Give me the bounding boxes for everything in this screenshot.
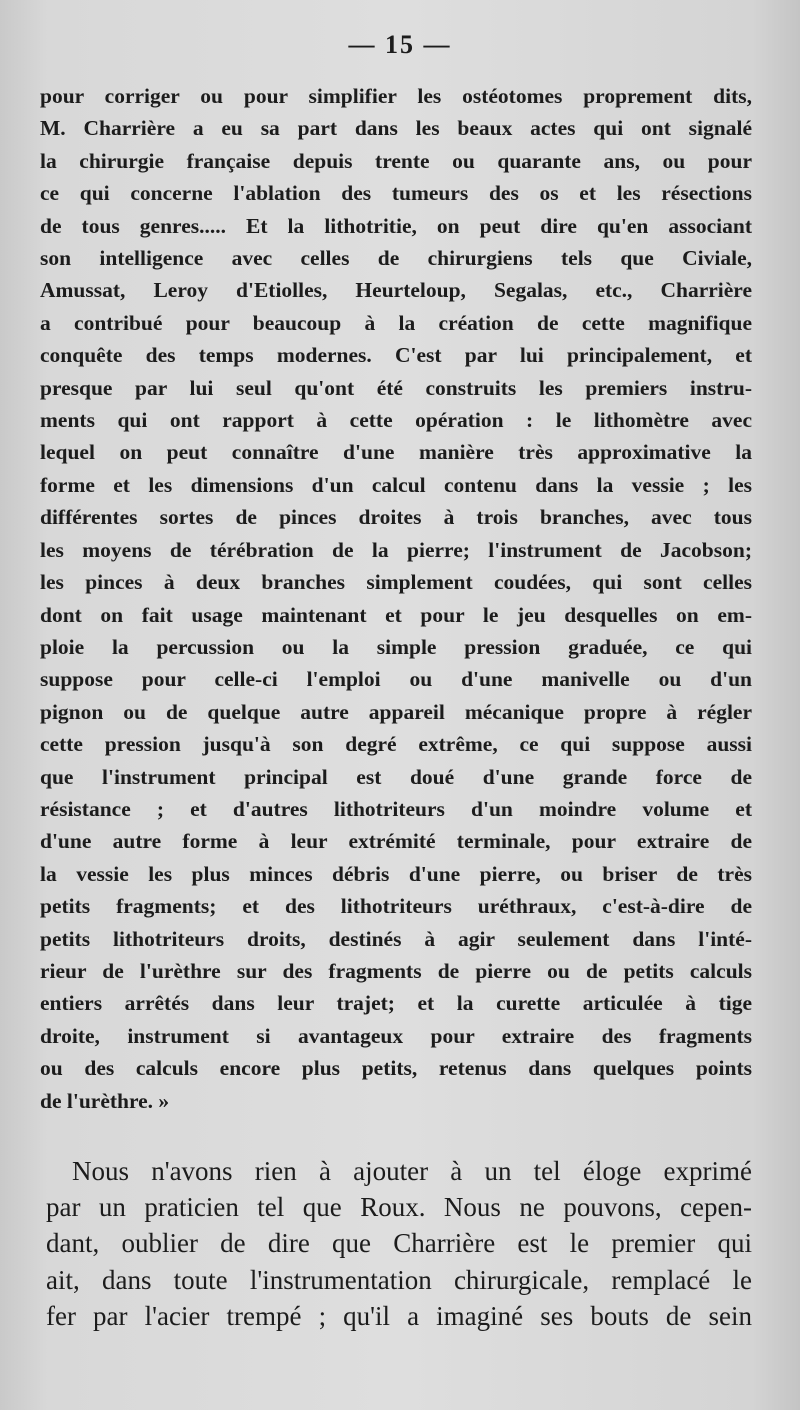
text-line: lequel on peut connaître d'une manière très approximative la (40, 440, 752, 465)
text-line: résistance ; et d'autres lithotriteurs d'un moindre volume et (40, 796, 752, 821)
text-line: ou des calculs encore plus petits, retenus dans quelques points (40, 1056, 752, 1081)
text-line: la chirurgie française depuis trente ou quarante ans, ou pour (40, 148, 752, 173)
text-line: entiers arrêtés dans leur trajet; et la curette articulée à tige (40, 991, 752, 1016)
text-line: la vessie les plus minces débris d'une pierre, ou briser de très (40, 861, 752, 886)
quoted-passage (40, 80, 752, 1117)
body-paragraph (46, 1153, 752, 1334)
text-line: petits fragments; et des lithotriteurs uréthraux, c'est-à-dire de (40, 894, 752, 919)
text-line: Nous n'avons rien à ajouter à un tel éloge exprimé (72, 1156, 752, 1186)
text-line: suppose pour celle-ci l'emploi ou d'une manivelle ou d'un (40, 667, 752, 692)
text-line: rieur de l'urèthre sur des fragments de pierre ou de petits calculs (40, 958, 752, 983)
text-line: de tous genres..... Et la lithotritie, on peut dire qu'en associant (40, 213, 752, 238)
text-line: forme et les dimensions d'un calcul contenu dans la vessie ; les (40, 472, 752, 497)
text-line: fer par l'acier trempé ; qu'il a imaginé ses bouts de sein (46, 1300, 752, 1331)
text-line: ploie la percussion ou la simple pression graduée, ce qui (40, 634, 752, 659)
text-line: presque par lui seul qu'ont été construits les premiers instru- (40, 375, 752, 400)
text-line: M. Charrière a eu sa part dans les beaux actes qui ont signalé (40, 116, 752, 141)
text-line: de l'urèthre. » (40, 1088, 170, 1113)
text-line: son intelligence avec celles de chirurgiens tels que Civiale, (40, 246, 752, 271)
text-line: les pinces à deux branches simplement coudées, qui sont celles (40, 570, 752, 595)
text-line: pignon ou de quelque autre appareil mécanique propre à régler (40, 699, 752, 724)
text-line: les moyens de térébration de la pierre; l'instrument de Jacobson; (40, 537, 752, 562)
text-line: pour corriger ou pour simplifier les ostéotomes proprement dits, (40, 84, 752, 108)
text-line: petits lithotriteurs droits, destinés à agir seulement dans l'inté- (40, 926, 752, 951)
text-line: que l'instrument principal est doué d'une grande force de (40, 764, 752, 789)
text-line: ce qui concerne l'ablation des tumeurs des os et les résections (40, 181, 752, 206)
text-line: ait, dans toute l'instrumentation chirurgicale, remplacé le (46, 1264, 752, 1295)
text-line: a contribué pour beaucoup à la création de cette magnifique (40, 310, 752, 335)
text-line: dant, oublier de dire que Charrière est le premier qui (46, 1228, 752, 1259)
text-line: par un praticien tel que Roux. Nous ne pouvons, cepen- (46, 1192, 752, 1223)
text-line: ments qui ont rapport à cette opération : le lithomètre avec (40, 408, 752, 433)
text-line: Amussat, Leroy d'Etiolles, Heurteloup, Segalas, etc., Charrière (40, 278, 752, 303)
text-line: d'une autre forme à leur extrémité terminale, pour extraire de (40, 829, 752, 854)
text-line: droite, instrument si avantageux pour extraire des fragments (40, 1023, 752, 1048)
page-number: — 15 — (348, 30, 452, 59)
text-line: différentes sortes de pinces droites à trois branches, avec tous (40, 505, 752, 530)
text-line: conquête des temps modernes. C'est par lui principalement, et (40, 343, 752, 368)
text-line: dont on fait usage maintenant et pour le jeu desquelles on em- (40, 602, 752, 627)
text-line: cette pression jusqu'à son degré extrême, ce qui suppose aussi (40, 732, 752, 757)
